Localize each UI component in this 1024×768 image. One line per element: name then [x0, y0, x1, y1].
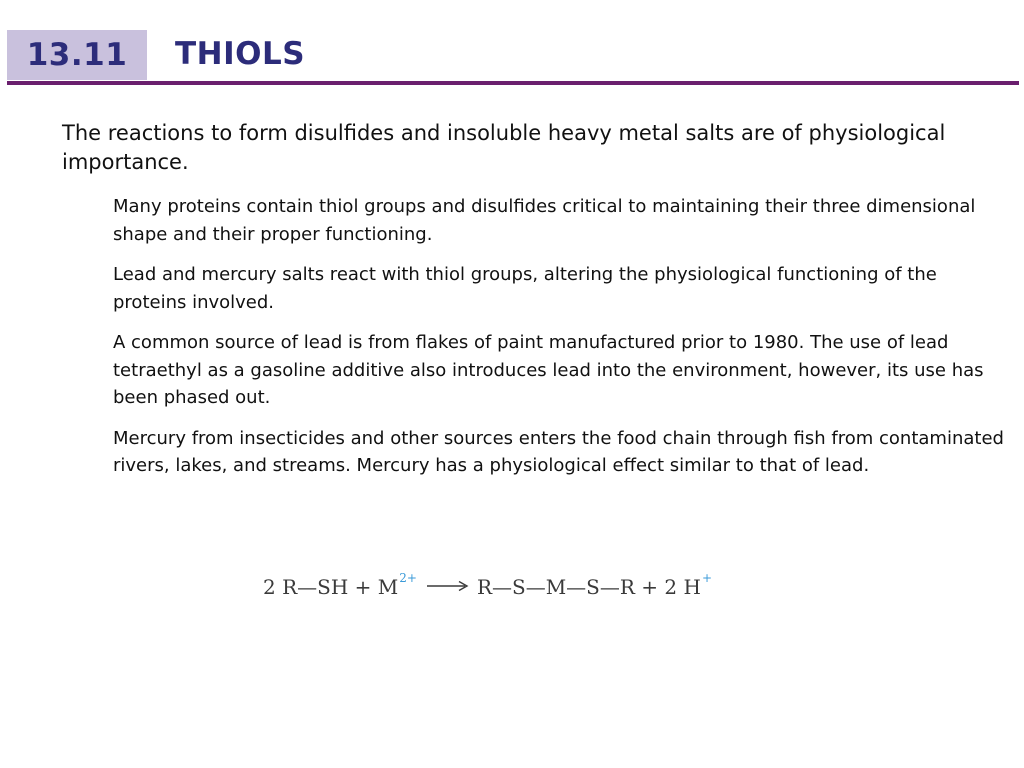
- metal-charge: 2+: [399, 571, 417, 585]
- section-title: THIOLS: [175, 36, 306, 72]
- section-number: 13.11: [26, 37, 128, 73]
- slide-header: [7, 30, 1019, 84]
- main-bullet: The reactions to form disulfides and insoluble heavy metal salts are of physiological importance.: [62, 121, 946, 174]
- section-number-box: [7, 30, 147, 80]
- sub-bullet-lead-sources: A common source of lead is from flakes of paint manufactured prior to 1980. The use of lead tetraethyl as a gasoline additive also introduces lead into the environment, however, its use has been phased out.: [113, 332, 984, 408]
- sub-bullet-list: [113, 193, 1008, 493]
- hydrogen-charge: +: [701, 571, 712, 585]
- sub-bullet-lead-mercury-salts: Lead and mercury salts react with thiol groups, altering the physiological functioning of the proteins involved.: [113, 264, 937, 313]
- reaction-arrow-icon: [427, 580, 469, 592]
- sub-bullet-proteins: Many proteins contain thiol groups and disulfides critical to maintaining their three dimensional shape and their proper functioning.: [113, 196, 976, 245]
- reaction-equation: [263, 571, 716, 599]
- equation-products: R—S—M—S—R + 2 H: [476, 575, 701, 599]
- equation-reactants: 2 R—SH + M: [263, 575, 399, 599]
- header-divider: [7, 81, 1019, 85]
- sub-bullet-mercury: Mercury from insecticides and other sources enters the food chain through fish from contaminated rivers, lakes, and streams. Mercury has a physiological effect similar to that of lead.: [113, 427, 1004, 476]
